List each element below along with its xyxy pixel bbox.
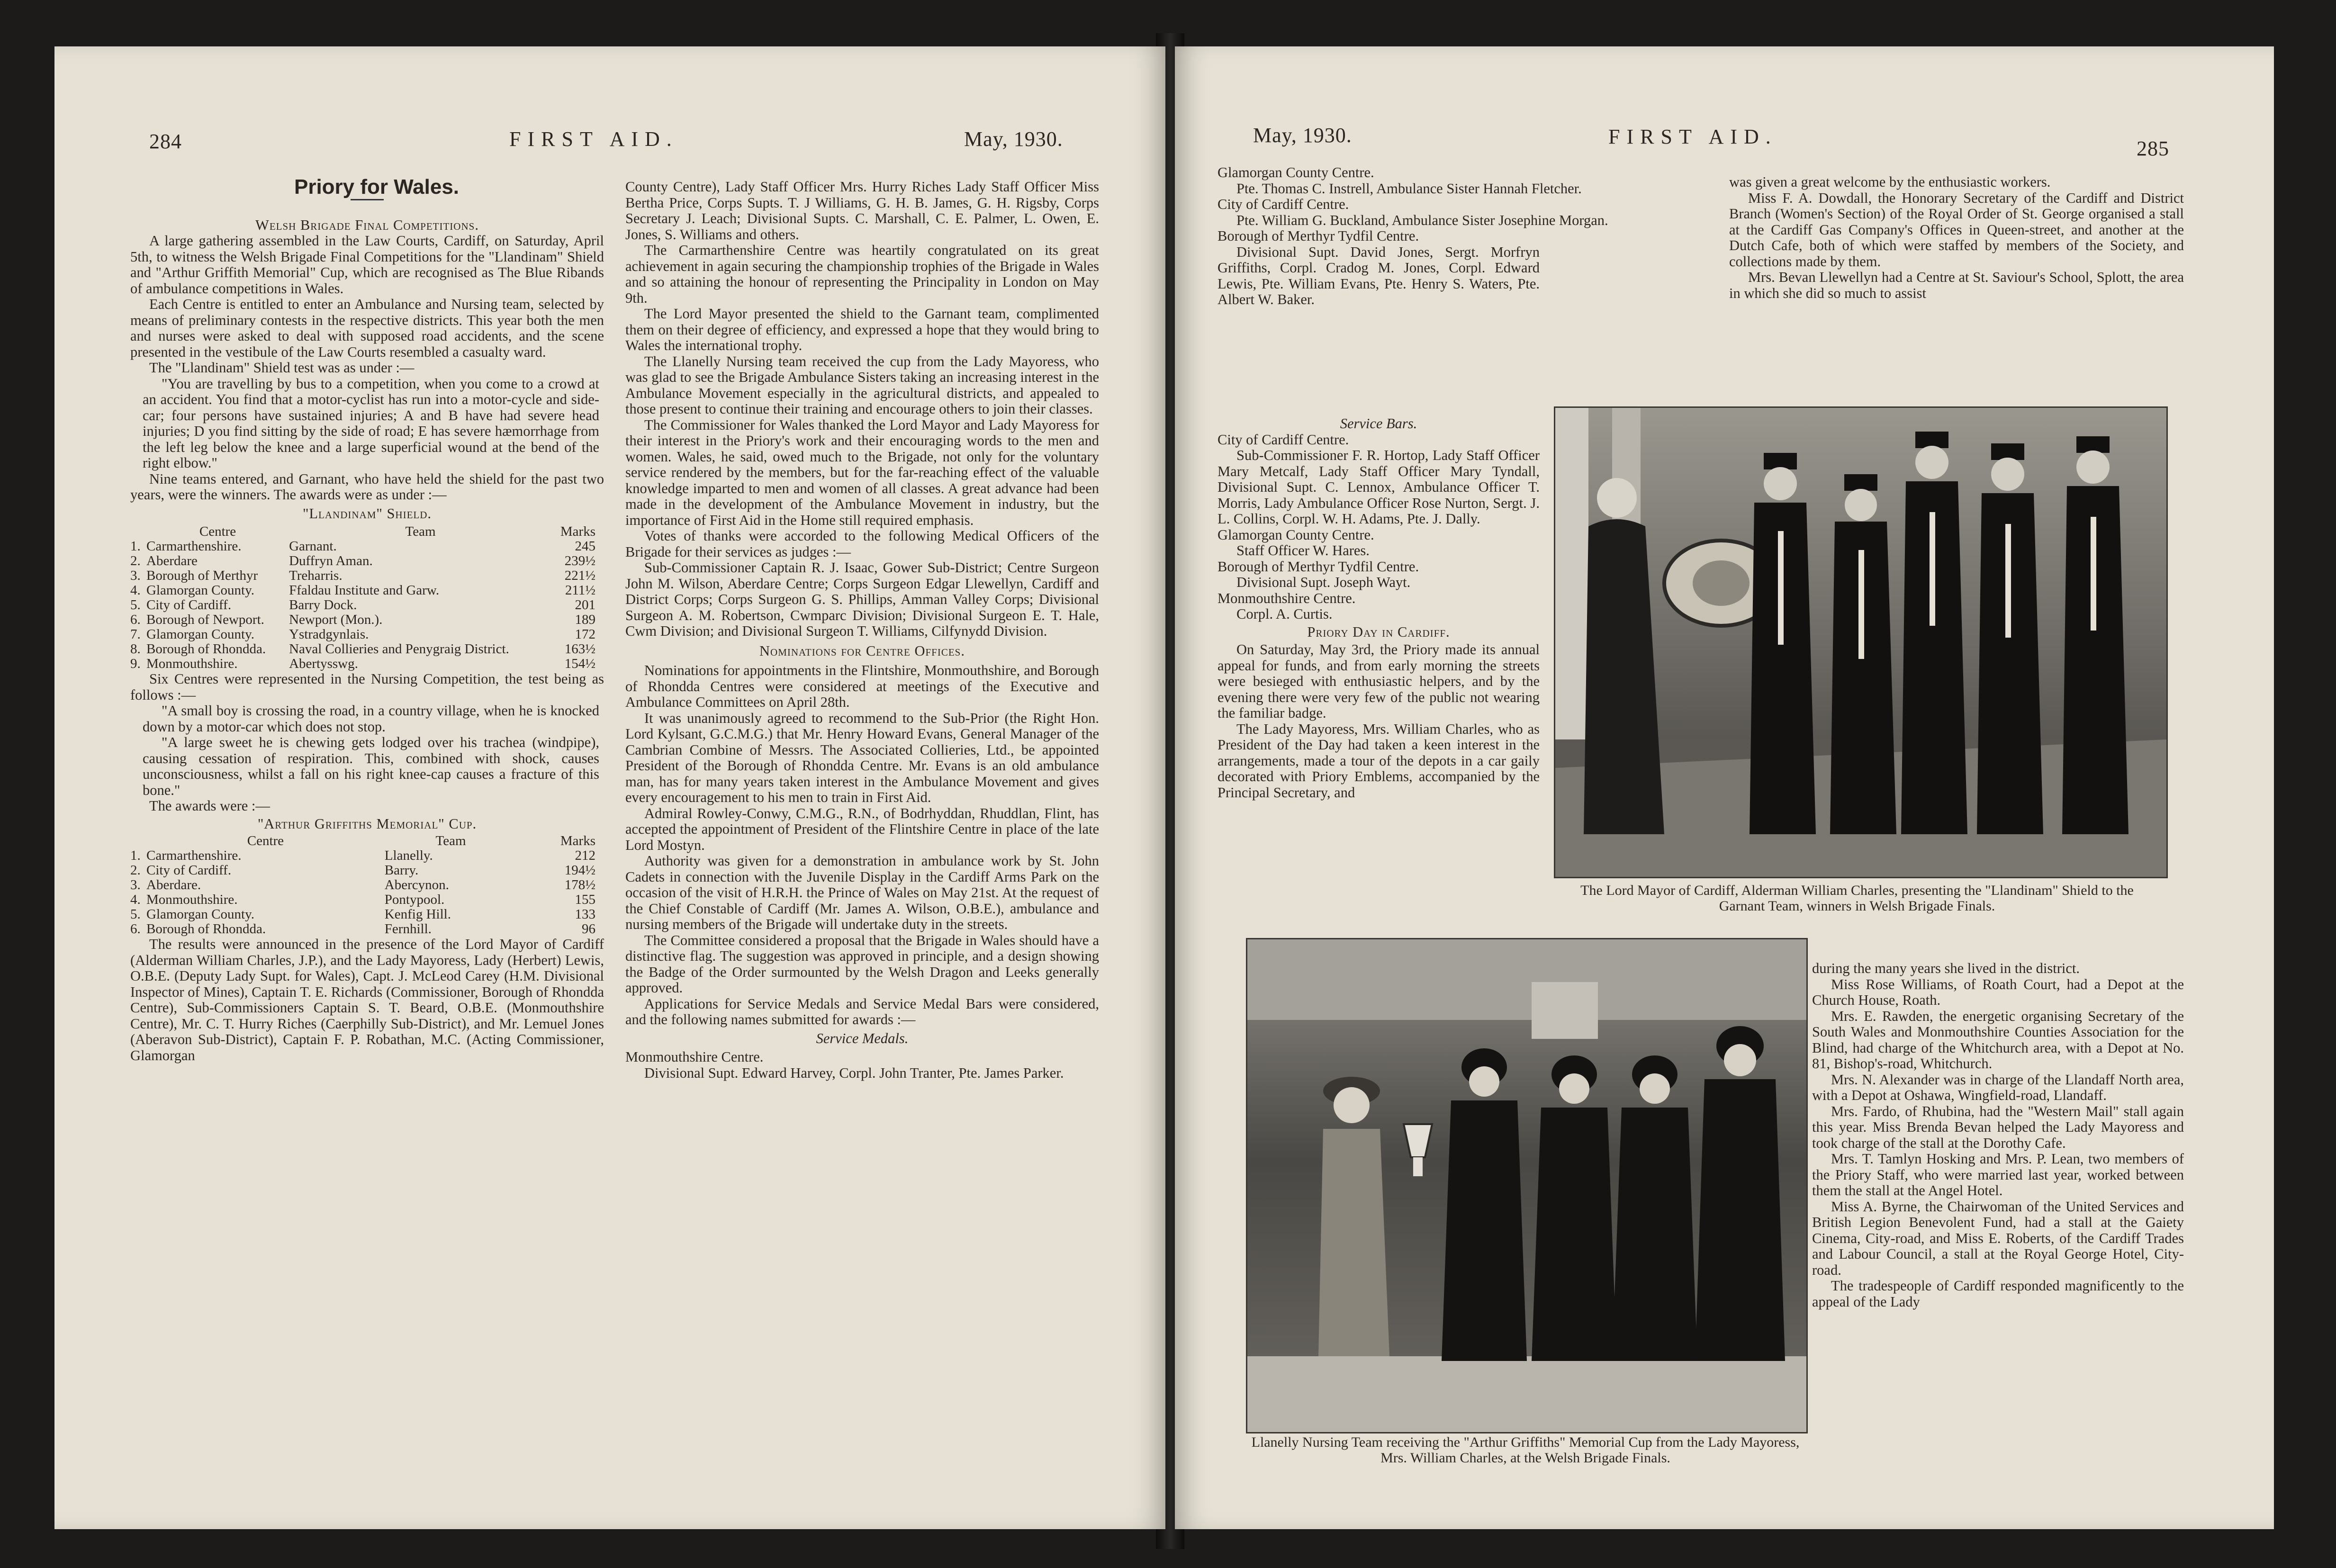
cup-presentation-photo (1247, 939, 1806, 1432)
table-row: 7. Glamorgan County. Ystradgynlais. 172 (130, 627, 595, 642)
list-line: Glamorgan County Centre. (1218, 164, 1374, 180)
photo-shield-presentation (1554, 406, 2168, 878)
list-line: Sub-Commissioner F. R. Hortop, Lady Staff Officer Mary Metcalf, Lady Staff Officer Mary Tyndall, Divisional Supt. C. Lennox, Ambulance Officer T. Morris, Lady Ambulance Officer Rose Nurton, Sergt. J. L. Collins, Corpl. W. H. Adams, Pte. J. Dally. (1218, 447, 1540, 527)
paragraph: Mrs. Fardo, of Rhubina, had the "Western Mail" stall again this year. Miss Brenda Bevan helped the Lady Mayoress and took charge of the stall at the Dorothy Cafe. (1812, 1103, 2184, 1151)
paragraph: The Committee considered a proposal that the Brigade in Wales should have a distinctive flag. The suggestion was approved in principle, and a design showing the Badge of the Order surmounted by the Welsh Dragon and Leeks generally approved. (625, 932, 1099, 996)
section-heading: Nominations for Centre Offices. (759, 642, 965, 659)
right-column-1-top (1218, 165, 1691, 308)
paragraph: The Llanelly Nursing team received the cup from the Lady Mayoress, who was glad to see the Brigade Ambulance Sisters taking an increasing interest in the Ambulance Movement especially in the agricultural districts, and appealed to those present to continue their training and encourage others to join their classes. (625, 353, 1099, 417)
shield-presentation-photo (1555, 408, 2166, 877)
photo-caption: The Lord Mayor of Cardiff, Alderman William Charles, presenting the "Llandinam" Shield to the Garnant Team, winners in Welsh Brigade Finals. (1580, 883, 2134, 914)
table-row: 6. Borough of Rhondda. Fernhill. 96 (130, 921, 595, 937)
paragraph: On Saturday, May 3rd, the Priory made its annual appeal for funds, and from early morning the streets were besieged with enthusiastic helpers, and by the evening there were very few of the public not wearing the familiar badge. (1218, 641, 1540, 721)
column-header: Centre (247, 833, 284, 848)
paragraph: Miss A. Byrne, the Chairwoman of the United Services and British Legion Benevolent Fund, had a stall at the Gaiety Cinema, City-road, and Miss E. Roberts, of the Cardiff Trades and Labour Council, a stall at the Royal George Hotel, City-road. (1812, 1198, 2184, 1278)
paragraph: The Commissioner for Wales thanked the Lord Mayor and Lady Mayoress for their interest in the Priory's work and their encouraging words to the men and women. Wales, he said, owed much to the Brigade, not only for the voluntary service rendered by the members, but for the far-reaching effect of the valuable knowledge imparted to men and women of all classes. A great advance had been made in the development of the Ambulance Movement in industry, but the importance of First Aid in the Home still required emphasis. (625, 416, 1099, 528)
cup-results-table (130, 834, 604, 937)
right-page (1175, 46, 2274, 1529)
right-column-2-bottom (1812, 961, 2184, 1310)
running-title: FIRST AID. (509, 127, 678, 151)
page-number: 285 (2137, 137, 2169, 160)
paragraph: Miss F. A. Dowdall, the Honorary Secretary of the Cardiff and District Branch (Women's Section) of the Royal Order of St. George organised a stall at the Cardiff Gas Company's Offices in Queen-street, and another at the Dutch Cafe, both of which were staffed by members of the Society, and collections made by them. (1729, 189, 2184, 270)
paragraph: Mrs. T. Tamlyn Hosking and Mrs. P. Lean, two members of the Priory Staff, who were married last year, worked between them the stall at the Angel Hotel. (1812, 1151, 2184, 1199)
right-column-2-top (1729, 174, 2184, 301)
page-number: 284 (149, 130, 182, 153)
column-header: Marks (560, 524, 595, 539)
left-column-2 (625, 179, 1099, 1081)
shield-results-table (130, 524, 604, 671)
paragraph: Applications for Service Medals and Service Medal Bars were considered, and the following names submitted for awards :— (625, 995, 1099, 1027)
paragraph: Each Centre is entitled to enter an Ambulance and Nursing team, selected by means of preliminary contests in the respective districts. This year both the men and nurses were asked to deal with supposed road accidents, and the scene presented in the vestibule of the Law Courts resembled a casualty ward. (130, 296, 604, 360)
table-row: 6. Borough of Newport. Newport (Mon.). 189 (130, 612, 595, 627)
paragraph: Mrs. N. Alexander was in charge of the Llandaff North area, with a Depot at Oshawa, Wingfield-road, Llandaff. (1812, 1071, 2184, 1103)
list-line: Monmouthshire Centre. (625, 1049, 764, 1065)
paragraph: Nine teams entered, and Garnant, who have held the shield for the past two years, were the winners. The awards were as under :— (130, 470, 604, 503)
list-line: Glamorgan County Centre. (1218, 526, 1374, 543)
list-line: City of Cardiff Centre. (1218, 431, 1349, 448)
list-line: Corpl. A. Curtis. (1236, 606, 1333, 622)
section-heading: Welsh Brigade Final Competitions. (255, 216, 479, 233)
list-line: Divisional Supt. Joseph Wayt. (1236, 574, 1411, 590)
paragraph: The results were announced in the presence of the Lord Mayor of Cardiff (Alderman William Charles, J.P.), and the Lady Mayoress, Lady (Herbert) Lewis, O.B.E. (Deputy Lady Supt. for Wales), Capt. J. McLeod Carey (H.M. Divisional Inspector of Mines), Captain T. E. Richards (Commissioner, Borough of Rhondda Centre), Sub-Commissioners Captain S. T. Beard, O.B.E. (Monmouthshire Centre), Mr. C. T. Hurry Riches (Caerphilly Sub-District), and Mr. Lemuel Jones (Aberavon Sub-District), Captain F. P. Robathan, M.C. (Acting Commissioner, Glamorgan (130, 936, 604, 1063)
table-row: 5. Glamorgan County. Kenfig Hill. 133 (130, 907, 595, 922)
list-line: Borough of Merthyr Tydfil Centre. (1218, 558, 1419, 575)
cup-heading: "Arthur Griffiths Memorial" Cup. (257, 815, 477, 832)
table-row: 4. Monmouthshire. Pontypool. 155 (130, 892, 595, 907)
paragraph: Mrs. E. Rawden, the energetic organising Secretary of the South Wales and Monmouthshire Counties Association for the Blind, had charge of the Whitchurch area, with a Depot at No. 81, Bishop's-road, Whitchurch. (1812, 1008, 2184, 1072)
paragraph: The awards were :— (149, 798, 270, 814)
table-row: 2. City of Cardiff. Barry. 194½ (130, 863, 595, 878)
paragraph: A large gathering assembled in the Law Courts, Cardiff, on Saturday, April 5th, to witness the Welsh Brigade Final Competitions for the "Llandinam" Shield and "Arthur Griffith Memorial" Cup, which are recognised as The Blue Ribands of ambulance competitions in Wales. (130, 233, 604, 297)
paragraph: Mrs. Bevan Llewellyn had a Centre at St. Saviour's School, Splott, the area in which she did so much to assist (1729, 269, 2184, 301)
list-line: Borough of Merthyr Tydfil Centre. (1218, 228, 1419, 244)
table-row: 5. City of Cardiff. Barry Dock. 201 (130, 597, 595, 613)
title-rule (351, 199, 384, 200)
paragraph: Six Centres were represented in the Nursing Competition, the test being as follows :— (130, 671, 604, 703)
column-header: Centre (199, 524, 236, 539)
paragraph: during the many years she lived in the district. (1812, 960, 2080, 976)
subheading: Service Medals. (816, 1030, 909, 1046)
issue-date: May, 1930. (1253, 124, 1352, 147)
paragraph: Sub-Commissioner Captain R. J. Isaac, Gower Sub-District; Centre Surgeon John M. Wilson, Aberdare Centre; Corps Surgeon Edgar Llewellyn, Cardiff and District Corps; Corps Surgeon G. S. Phillips, Amman Valley Corps; Divisional Surgeon A. M. Robertson, Cwmparc Division; Divisional Surgeon E. T. Hale, Cwm Division; and Divisional Surgeon T. Williams, Cilfynydd Division. (625, 559, 1099, 639)
paragraph: was given a great welcome by the enthusiastic workers. (1729, 174, 2051, 190)
list-line: Staff Officer W. Hares. (1236, 542, 1370, 559)
table-row: 9. Monmouthshire. Abertysswg. 154½ (130, 656, 595, 671)
table-row: 3. Aberdare. Abercynon. 178½ (130, 877, 595, 892)
photo-cup-presentation (1246, 938, 1808, 1433)
running-title: FIRST AID. (1608, 125, 1777, 148)
paragraph: Authority was given for a demonstration in ambulance work by St. John Cadets in connection with the Juvenile Display in the Cardiff Arms Park on the occasion of the visit of H.R.H. the Prince of Wales on May 21st. At the request of the Chief Constable of Cardiff (Mr. James A. Wilson, O.B.E.), ambulance and nursing members of the Brigade will undertake duty in the streets. (625, 853, 1099, 932)
left-page (54, 46, 1165, 1529)
table-row: 8. Borough of Rhondda. Naval Collieries and Penygraig District. 163½ (130, 641, 595, 657)
table-header (130, 834, 604, 848)
table-row: 4. Glamorgan County. Ffaldau Institute and Garw. 211½ (130, 583, 595, 598)
issue-date: May, 1930. (964, 127, 1063, 151)
right-column-1-narrow (1218, 416, 1540, 801)
table-row: 1. Carmarthenshire. Garnant. 245 (130, 539, 595, 554)
paragraph: It was unanimously agreed to recommend to the Sub-Prior (the Right Hon. Lord Kylsant, G.C.M.G.) that Mr. Henry Howard Evans, General Manager of the Cambrian Combine of Messrs. The Associated Collieries, Ltd., be appointed President of the Borough of Rhondda Centre. Mr. Evans is an old ambulance man, has for many years taken interest in the Ambulance Movement and gives every encouragement to his men to train in First Aid. (625, 710, 1099, 805)
list-line: Divisional Supt. Edward Harvey, Corpl. John Tranter, Pte. James Parker. (644, 1064, 1064, 1081)
photo-caption: Llanelly Nursing Team receiving the "Arthur Griffiths" Memorial Cup from the Lady Mayoress, Mrs. William Charles, at the Welsh Brigade Finals. (1251, 1434, 1800, 1466)
list-line: Pte. Thomas C. Instrell, Ambulance Sister Hannah Fletcher. (1236, 180, 1582, 197)
table-header (130, 524, 604, 539)
paragraph: The "Llandinam" Shield test was as under :— (149, 360, 415, 376)
section-heading: Priory Day in Cardiff. (1307, 623, 1450, 640)
column-header: Marks (560, 833, 595, 848)
paragraph: The Lord Mayor presented the shield to the Garnant team, complimented them on their degree of efficiency, and expressed a hope that they would bring to Wales the international trophy. (625, 306, 1099, 353)
left-column-1 (130, 175, 604, 1063)
article-title: Priory for Wales. (294, 175, 460, 198)
paragraph: The Lady Mayoress, Mrs. William Charles, who as President of the Day had taken a keen interest in the arrangements, made a tour of the depots in a car gaily decorated with Priory Emblems, accompanied by the Principal Secretary, and (1218, 721, 1540, 801)
quote: "You are travelling by bus to a competition, when you come to a crowd at an accident. You find that a motor-cyclist has run into a motor-cycle and side-car; four persons have sustained injuries; A and B have had severe head injuries; D you find sitting by the side of road; E has severe hæmorrhage from the left leg below the knee and a large superficial wound at the bend of the right elbow." (143, 375, 599, 471)
paragraph: Votes of thanks were accorded to the following Medical Officers of the Brigade for their services as judges :— (625, 528, 1099, 560)
paragraph: The Carmarthenshire Centre was heartily congratulated on its great achievement in again securing the championship trophies of the Brigade in Wales and so attaining the honour of representing the Principality in London on May 9th. (625, 242, 1099, 306)
column-header: Team (435, 833, 466, 848)
subheading: Service Bars. (1340, 415, 1417, 432)
shield-heading: "Llandinam" Shield. (302, 505, 432, 522)
quote: "A small boy is crossing the road, in a country village, when he is knocked down by a motor-car which does not stop. (143, 703, 599, 735)
quote: "A large sweet he is chewing gets lodged over his trachea (windpipe), causing cessation of respiration. This, combined with shock, causes unconsciousness, whilst a fall on his right knee-cap causes a fracture of this bone." (143, 734, 599, 798)
list-line: Divisional Supt. David Jones, Sergt. Morfryn Griffiths, Corpl. Cradog M. Jones, Corpl. Edward Lewis, Pte. William Evans, Pte. Henry S. Waters, Pte. Albert W. Baker. (1218, 243, 1540, 307)
list-line: City of Cardiff Centre. (1218, 196, 1349, 212)
paragraph: County Centre), Lady Staff Officer Mrs. Hurry Riches Lady Staff Officer Miss Bertha Price, Corps Supts. T. J Williams, G. H. B. James, G. H. Rigsby, Corps Secretary J. Leach; Divisional Supts. C. Marshall, C. E. Palmer, L. Owen, E. Jones, S. Williams and others. (625, 179, 1099, 243)
paragraph: Admiral Rowley-Conwy, C.M.G., R.N., of Bodrhyddan, Rhuddlan, Flint, has accepted the appointment of President of the Flintshire Centre in place of the late Lord Mostyn. (625, 805, 1099, 853)
column-header: Team (405, 524, 436, 539)
table-row: 3. Borough of Merthyr Treharris. 221½ (130, 568, 595, 583)
paragraph: Miss Rose Williams, of Roath Court, had a Depot at the Church House, Roath. (1812, 976, 2184, 1008)
list-line: Pte. William G. Buckland, Ambulance Sister Josephine Morgan. (1236, 212, 1608, 228)
list-line: Monmouthshire Centre. (1218, 590, 1356, 606)
table-row: 2. Aberdare Duffryn Aman. 239½ (130, 553, 595, 568)
paragraph: Nominations for appointments in the Flintshire, Monmouthshire, and Borough of Rhondda Centres were considered at meetings of the Executive and Ambulance Committees on April 28th. (625, 662, 1099, 710)
table-row: 1. Carmarthenshire. Llanelly. 212 (130, 848, 595, 863)
paragraph: The tradespeople of Cardiff responded magnificently to the appeal of the Lady (1812, 1278, 2184, 1310)
